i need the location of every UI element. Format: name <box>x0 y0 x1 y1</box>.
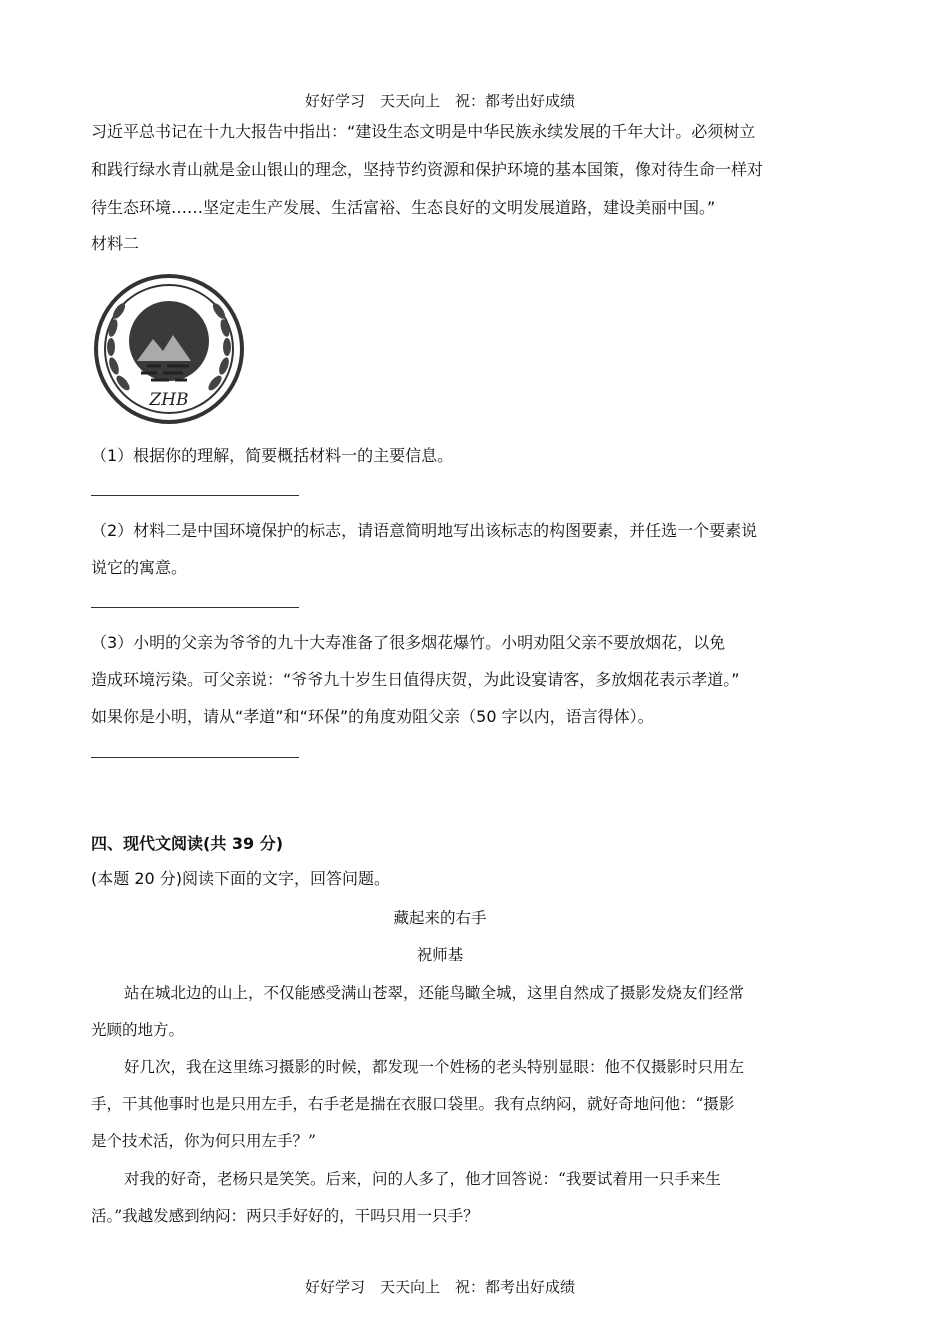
article-author: 祝师基 <box>416 946 464 964</box>
section-instruction: (本题 20 分)阅读下面的文字，回答问题。 <box>91 869 391 888</box>
answer-line-1 <box>91 495 299 496</box>
question-3-line-2: 造成环境污染。可父亲说：“爷爷九十岁生日值得庆贺，为此设宴请客，多放烟花表示孝道。” <box>91 670 740 689</box>
article-title: 藏起来的右手 <box>393 909 487 927</box>
material2-label: 材料二 <box>91 234 140 253</box>
article-line-3: 好几次，我在这里练习摄影的时候，都发现一个姓杨的老头特别显眼：他不仅摄影时只用左 <box>124 1058 745 1076</box>
environmental-protection-emblem-icon <box>91 273 247 425</box>
article-line-6: 对我的好奇，老杨只是笑笑。后来，问的人多了，他才回答说：“我要试着用一只手来生 <box>124 1170 721 1188</box>
article-line-5: 是个技术活，你为何只用左手？” <box>91 1132 316 1150</box>
answer-line-2 <box>91 607 299 608</box>
question-1: （1）根据你的理解，简要概括材料一的主要信息。 <box>91 446 454 465</box>
page-header: 好好学习 天天向上 祝：都考出好成绩 <box>304 92 575 110</box>
material1-line-1: 习近平总书记在十九大报告中指出：“建设生态文明是中华民族永续发展的千年大计。必须树立 <box>91 122 756 141</box>
page-footer: 好好学习 天天向上 祝：都考出好成绩 <box>304 1278 575 1296</box>
answer-line-3 <box>91 757 299 758</box>
question-2-line-2: 说它的寓意。 <box>91 558 188 577</box>
section-title: 四、现代文阅读(共 39 分) <box>91 834 284 853</box>
article-line-1: 站在城北边的山上，不仅能感受满山苍翠，还能鸟瞰全城，这里自然成了摄影发烧友们经常 <box>124 984 745 1002</box>
article-line-7: 活。”我越发感到纳闷：两只手好好的，干吗只用一只手？ <box>91 1207 479 1225</box>
material1-line-3: 待生态环境……坚定走生产发展、生活富裕、生态良好的文明发展道路，建设美丽中国。” <box>91 198 716 217</box>
material1-line-2: 和践行绿水青山就是金山银山的理念，坚持节约资源和保护环境的基本国策，像对待生命一样对 <box>91 160 764 179</box>
question-3-line-1: （3）小明的父亲为爷爷的九十大寿准备了很多烟花爆竹。小明劝阻父亲不要放烟花，以免 <box>91 633 726 652</box>
article-line-4: 手，干其他事时也是只用左手，右手老是揣在衣服口袋里。我有点纳闷，就好奇地问他：“摄影 <box>91 1095 735 1113</box>
question-3-line-3: 如果你是小明，请从“孝道”和“环保”的角度劝阻父亲（50 字以内，语言得体）。 <box>91 707 654 726</box>
logo-text: ZHB <box>149 390 189 410</box>
article-line-2: 光顾的地方。 <box>91 1021 185 1039</box>
question-2-line-1: （2）材料二是中国环境保护的标志，请语意简明地写出该标志的构图要素，并任选一个要素说 <box>91 521 758 540</box>
